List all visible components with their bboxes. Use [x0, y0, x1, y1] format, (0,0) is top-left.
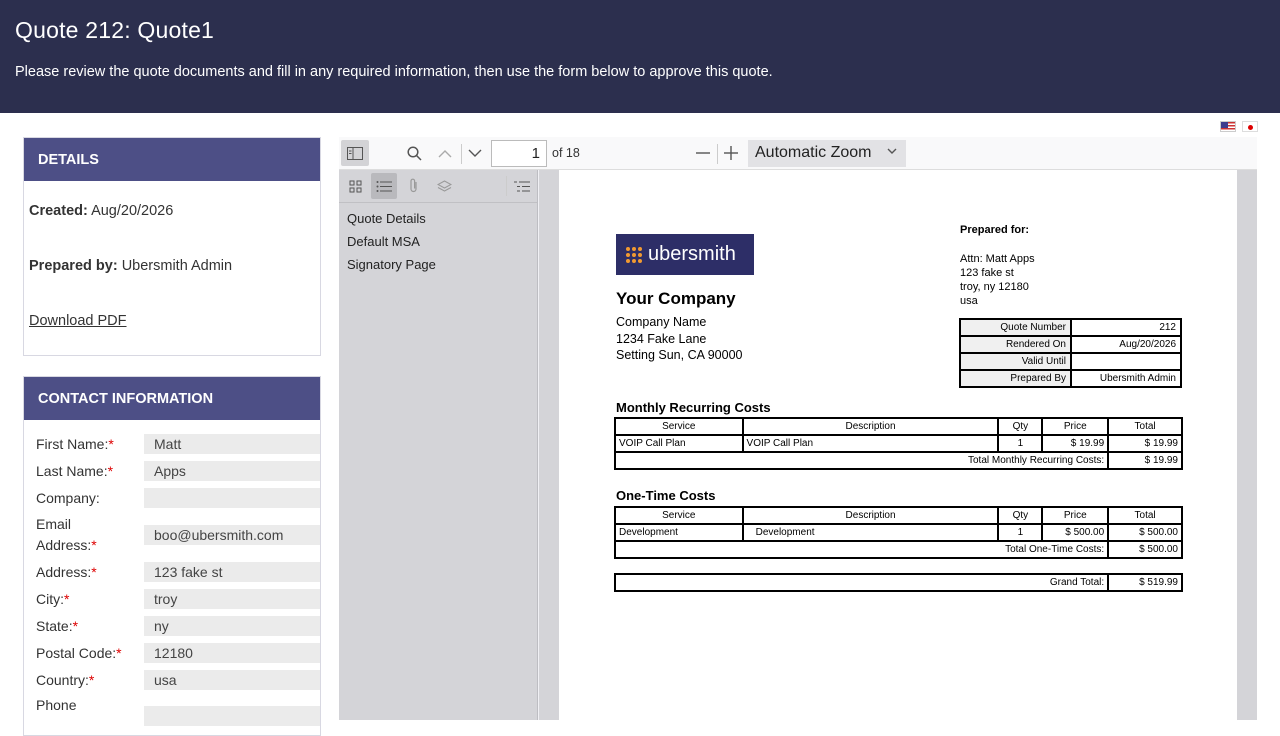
table-header-row [615, 418, 1182, 435]
us-flag-icon[interactable] [1220, 121, 1236, 132]
phone-input[interactable] [144, 706, 320, 726]
first-name-label-text: First Name: [36, 435, 109, 452]
company-row [36, 487, 310, 509]
address-label-text: Address: [36, 563, 92, 580]
prepared-for-line: usa [960, 295, 978, 307]
subtotal-label: Total One-Time Costs: [615, 541, 1108, 558]
contact-heading: CONTACT INFORMATION [24, 377, 320, 420]
monthly-costs-title: Monthly Recurring Costs [616, 400, 771, 415]
previous-page-icon[interactable] [431, 140, 459, 166]
city-row [36, 588, 310, 610]
meta-key: Prepared By [960, 370, 1071, 387]
prepared-for-line: Attn: Matt Apps [960, 253, 1035, 265]
outline-item[interactable]: Default MSA [347, 234, 420, 249]
required-marker: * [91, 537, 97, 553]
meta-value: Ubersmith Admin [1071, 370, 1181, 387]
state-input[interactable] [144, 616, 320, 636]
prepared-for-label: Prepared for: [960, 224, 1030, 236]
cell-price: $ 19.99 [1042, 435, 1108, 452]
grand-total-label: Grand Total: [615, 574, 1108, 591]
zoom-in-icon[interactable] [717, 140, 745, 166]
required-marker: * [108, 435, 114, 452]
outline-icon[interactable] [371, 173, 397, 199]
outline-item[interactable]: Signatory Page [347, 257, 436, 272]
cell-service: VOIP Call Plan [615, 435, 743, 452]
prepared-for-line: troy, ny 12180 [960, 281, 1029, 293]
table-row [615, 524, 1182, 541]
subtotal-label: Total Monthly Recurring Costs: [615, 452, 1108, 469]
created-value: Aug/20/2026 [91, 203, 174, 219]
page-number-input[interactable] [491, 140, 547, 167]
country-row [36, 669, 310, 691]
page-header [0, 0, 1280, 113]
sidebar-toggle-icon[interactable] [341, 140, 369, 166]
meta-key: Quote Number [960, 319, 1071, 336]
email-input[interactable] [144, 525, 320, 545]
meta-key: Rendered On [960, 336, 1071, 353]
search-icon[interactable] [400, 140, 428, 166]
viewer-sidebar [339, 170, 538, 720]
phone-label [36, 695, 144, 716]
table-header-row [615, 507, 1182, 524]
column-header: Total [1108, 507, 1182, 524]
page-instructions: Please review the quote documents and fill in any required information, then use the form below to approve this quote. [15, 64, 773, 80]
prepared-by-label: Prepared by: [29, 258, 118, 274]
table-row [960, 353, 1181, 370]
thumbnails-icon[interactable] [342, 173, 368, 199]
column-header: Service [615, 418, 743, 435]
one-time-costs-title: One-Time Costs [616, 488, 716, 503]
postal-code-label-text: Postal Code: [36, 644, 117, 661]
cell-service: Development [615, 524, 743, 541]
postal-code-row [36, 642, 310, 664]
prepared-for-address [960, 252, 1035, 308]
city-label [36, 589, 144, 610]
country-label [36, 670, 144, 691]
attachments-icon[interactable] [401, 173, 427, 199]
viewer-toolbar [339, 137, 1257, 170]
cell-qty: 1 [998, 435, 1042, 452]
company-logo [616, 234, 754, 275]
zoom-value: Automatic Zoom [755, 144, 872, 161]
table-row [960, 336, 1181, 353]
column-header: Service [615, 507, 743, 524]
company-heading: Your Company [616, 289, 736, 308]
page-count: of 18 [552, 146, 580, 160]
jp-flag-icon[interactable] [1242, 121, 1258, 132]
country-input[interactable] [144, 670, 320, 690]
column-header: Qty [998, 507, 1042, 524]
first-name-row [36, 433, 310, 455]
next-page-icon[interactable] [461, 140, 489, 166]
table-row [615, 541, 1182, 558]
subtotal-value: $ 19.99 [1108, 452, 1182, 469]
prepared-for-line: 123 fake st [960, 267, 1014, 279]
required-marker: * [88, 671, 95, 688]
required-marker: * [116, 644, 122, 661]
meta-value: 212 [1071, 319, 1181, 336]
first-name-input[interactable] [144, 434, 320, 454]
page-title: Quote 212: Quote1 [15, 17, 215, 43]
state-label [36, 616, 144, 637]
email-row [36, 514, 310, 556]
chevron-down-icon [887, 143, 897, 162]
monthly-costs-table [614, 417, 1183, 470]
company-line: 1234 Fake Lane [616, 331, 707, 346]
zoom-out-icon[interactable] [689, 140, 717, 166]
sidebar-toolbar [339, 170, 537, 203]
grand-total-value: $ 519.99 [1108, 574, 1182, 591]
column-header: Description [743, 507, 999, 524]
meta-key: Valid Until [960, 353, 1071, 370]
grand-total-table [614, 573, 1183, 592]
layers-icon[interactable] [431, 173, 457, 199]
quote-meta-table [959, 318, 1182, 388]
logo-text: ubersmith [648, 243, 736, 265]
created-row [29, 203, 173, 219]
email-label [36, 514, 116, 556]
details-card [23, 137, 321, 356]
city-label-text: City: [36, 590, 64, 607]
column-header: Description [743, 418, 999, 435]
company-label [36, 488, 144, 509]
required-marker: * [72, 617, 79, 634]
cell-price: $ 500.00 [1042, 524, 1108, 541]
last-name-row [36, 460, 310, 482]
outline-item[interactable]: Quote Details [347, 211, 426, 226]
contact-card [23, 376, 321, 736]
required-marker: * [91, 563, 97, 580]
address-input[interactable] [144, 562, 320, 582]
column-header: Price [1042, 507, 1108, 524]
company-line: Company Name [616, 315, 707, 329]
pdf-page [559, 170, 1237, 720]
company-input[interactable] [144, 488, 320, 508]
cell-description: Development [743, 524, 999, 541]
address-label [36, 562, 144, 583]
last-name-label [36, 461, 144, 482]
email-label-text: Email Address: [36, 516, 92, 553]
last-name-input[interactable] [144, 461, 320, 481]
table-row [615, 574, 1182, 591]
company-address [616, 314, 742, 364]
current-outline-item-icon[interactable] [509, 173, 535, 199]
required-marker: * [107, 462, 114, 479]
subtotal-value: $ 500.00 [1108, 541, 1182, 558]
details-heading: DETAILS [24, 138, 320, 181]
zoom-select[interactable] [748, 140, 906, 167]
last-name-label-text: Last Name: [36, 462, 108, 479]
postal-code-input[interactable] [144, 643, 320, 663]
phone-label-text: Phone [36, 697, 77, 713]
cell-qty: 1 [998, 524, 1042, 541]
prepared-by-row [29, 258, 232, 274]
document-area[interactable] [539, 170, 1257, 720]
company-label-text: Company: [36, 489, 100, 506]
first-name-label [36, 434, 144, 455]
table-row [960, 319, 1181, 336]
one-time-costs-table [614, 506, 1183, 559]
address-row [36, 561, 310, 583]
download-row [29, 313, 127, 329]
prepared-by-value: Ubersmith Admin [121, 258, 233, 274]
logo-dots-icon [626, 247, 642, 263]
download-pdf-link[interactable]: Download PDF [29, 313, 127, 329]
table-row [615, 452, 1182, 469]
country-label-text: Country: [36, 671, 89, 688]
meta-value [1071, 353, 1181, 370]
cell-total: $ 500.00 [1108, 524, 1182, 541]
document-outline [339, 203, 537, 276]
meta-value: Aug/20/2026 [1071, 336, 1181, 353]
column-header: Qty [998, 418, 1042, 435]
state-label-text: State: [36, 617, 73, 634]
column-header: Price [1042, 418, 1108, 435]
created-label: Created: [29, 203, 88, 219]
column-header: Total [1108, 418, 1182, 435]
pdf-viewer [339, 137, 1257, 720]
city-input[interactable] [144, 589, 320, 609]
required-marker: * [64, 590, 70, 607]
table-row [960, 370, 1181, 387]
cell-total: $ 19.99 [1108, 435, 1182, 452]
table-row [615, 435, 1182, 452]
state-row [36, 615, 310, 637]
company-line: Setting Sun, CA 90000 [616, 348, 743, 362]
language-selector [1220, 121, 1258, 132]
phone-row [36, 695, 310, 717]
postal-code-label [36, 643, 144, 664]
cell-description: VOIP Call Plan [743, 435, 999, 452]
